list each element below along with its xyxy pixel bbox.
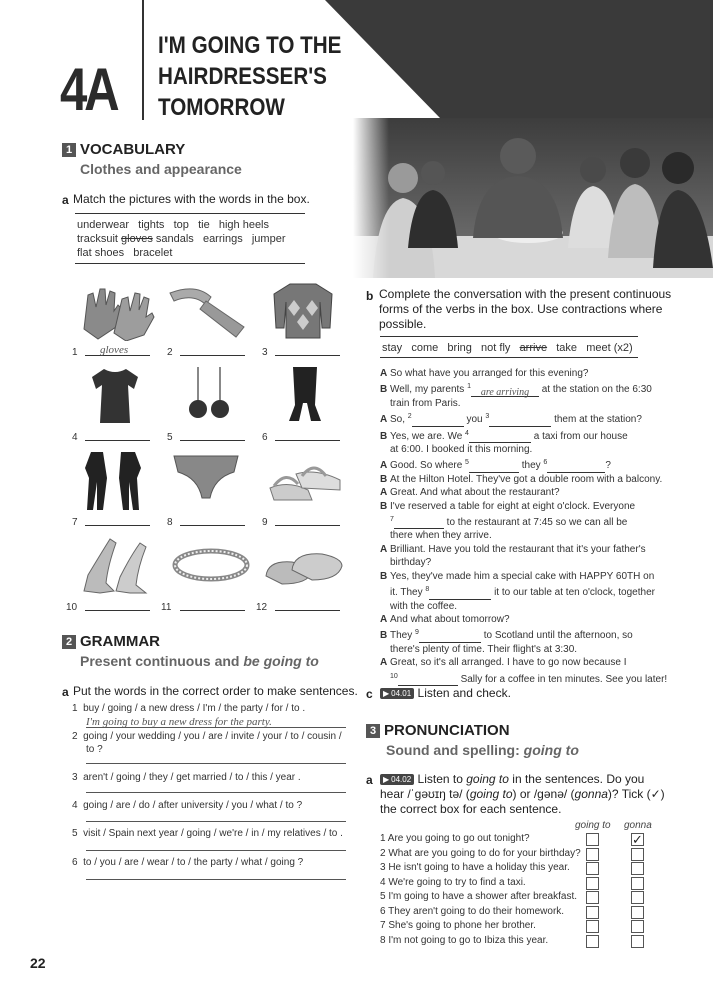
pron-item [380,935,650,950]
dialog-text: Yes, we are. We [390,430,466,442]
dialog-text: Sally for a coffee in ten minutes. See you later! [457,673,668,685]
gap-blank-1[interactable]: are arriving [471,386,539,397]
dialog-line [380,600,670,613]
convo-c-instruction [380,686,511,701]
pic-num-10: 10 [66,602,78,613]
pron-sub-em: going to [523,742,579,758]
col-gonna: gonna [624,820,652,831]
pic-num-8: 8 [167,517,173,528]
checkbox-going-to[interactable] [586,862,599,875]
convo-instruction-3: possible. [379,317,427,331]
pron-item-text: 1 Are you going to go out tonight? [380,833,530,844]
pron-inst-2a: hear /ˈɡəʊɪŋ tə/ ( [380,787,470,801]
pron-sub-text: Sound and spelling: [386,742,524,758]
word-box-line-2 [77,232,303,246]
dialog-text: Great. And what about the restaurant? [390,487,560,499]
dialog-line [380,443,670,456]
answer-blank-9[interactable] [275,515,340,526]
grammar-a-instruction: Put the words in the correct order to make sentences. [73,684,358,698]
dialog-text: at the station on the 6:30 [538,384,652,396]
speaker-label: A [380,613,388,625]
gap-number: 3 [485,413,490,421]
pron-inst-1b: in the sentences. Do you [508,772,645,786]
speaker-label: B [380,500,388,512]
dialog-text: At the Hilton Hotel. They've got a double room with a balcony. [390,473,663,485]
pron-item [380,848,650,863]
picture-sandals [268,450,343,505]
grammar-heading-text: GRAMMAR [80,633,160,650]
picture-earrings [184,365,234,425]
grammar-item-5 [72,828,343,839]
dialog-line [380,473,670,486]
dialog-text: they [518,460,544,472]
pron-item [380,920,650,935]
dialog-text: birthday? [390,557,432,569]
dialog-line [380,656,670,669]
answer-blank-6[interactable] [275,430,340,441]
checkbox-gonna[interactable] [631,935,644,948]
picture-underwear [170,452,242,502]
grammar-subheading [80,653,319,669]
grammar-item-4 [72,800,302,811]
grammar-line-2[interactable] [86,763,346,764]
pic-num-12: 12 [256,602,268,613]
dialog-text: train from Paris. [390,397,461,409]
pron-subheading [386,742,579,758]
page-number: 22 [30,955,46,971]
picture-gloves [78,283,156,341]
gap-number: 6 [543,459,548,467]
dialog-text: Well, my parents [390,384,468,396]
dialog-text: with the coffee. [390,600,458,612]
grammar-heading [62,633,160,650]
pic-num-1: 1 [72,347,78,358]
vocab-a-label: a [62,193,69,207]
dialog-text: them at the station? [551,414,642,426]
pron-item-text: 6 They aren't going to do their homework. [380,905,565,917]
gap-blank-7[interactable] [394,518,444,529]
grammar-num: 5 [72,828,78,839]
checkbox-gonna[interactable]: ✓ [632,832,643,847]
answer-1-example: gloves [100,344,129,356]
dialog-line [380,583,670,599]
gap-blank-2[interactable] [412,416,464,427]
pron-item-text: 5 I'm going to have a shower after breakfast. [380,891,578,902]
grammar-text: going / your wedding / you / are / invite / your / to / cousin / [83,731,342,742]
pron-a-label: a [366,773,373,787]
dialog-text: there when they arrive. [390,530,492,542]
speaker-label: A [380,487,388,499]
dialog-line [380,556,670,569]
convo-b-label: b [366,289,374,303]
vocab-word-box [75,213,305,264]
gap-number: 2 [407,413,412,421]
title-divider [142,0,144,120]
dialog-text: a taxi from our house [530,430,628,442]
dialog-text: to Scotland until the afternoon, so [480,630,633,642]
dialog-line [380,543,670,556]
dialog-text: there's plenty of time. Their flight's at 3:30. [390,643,578,655]
answer-blank-8[interactable] [180,515,245,526]
pron-item-text: 2 What are you going to do for your birthday? [380,847,581,859]
grammar-item-6 [72,857,303,868]
unit-number: 4A [60,56,117,123]
grammar-num: 1 [72,703,78,714]
pron-heading [366,722,510,739]
checkbox-going-to[interactable] [586,891,599,904]
gap-number: 7 [390,516,394,524]
answer-blank-12[interactable] [275,600,340,611]
grammar-text: going / are / do / after university / you / what / to ? [83,800,303,811]
convo-c-text: Listen and check. [417,686,511,700]
title-line-3: TOMORROW [158,94,285,121]
checkbox-gonna[interactable] [631,920,644,933]
dialog-text: to the restaurant at 7:45 so we can all be [443,517,628,529]
pron-item [380,862,650,877]
pron-item-text: 7 She's going to phone her brother. [380,920,536,931]
dialog-line [380,670,670,686]
page-title [158,30,341,123]
checkbox-gonna[interactable] [631,891,644,904]
checkbox-going-to[interactable] [586,848,599,861]
dialog-line [380,529,670,542]
grammar-line-4[interactable] [86,821,346,822]
vocab-heading [62,141,185,158]
col-going-to: going to [575,820,611,831]
picture-tights [285,365,325,425]
gap-number: 4 [465,429,469,437]
speaker-label: B [380,570,388,582]
answer-blank-10[interactable] [85,600,150,611]
dialog-text: And what about tomorrow? [390,613,510,625]
dialog-line [380,380,670,396]
picture-high-heels [80,535,150,595]
answer-blank-3[interactable] [275,345,340,356]
vocab-subheading: Clothes and appearance [80,161,242,177]
checkbox-going-to[interactable] [586,877,599,890]
gap-number: 5 [465,459,469,467]
pron-item-text: 8 I'm not going to go to Ibiza this year. [380,934,549,946]
pron-inst-2b: ) or /ɡənə/ ( [512,787,575,801]
pron-inst-1a: Listen to [417,772,467,786]
gap-blank-4[interactable] [469,432,531,443]
dialog-text: it to our table at ten o'clock, together [491,587,655,599]
dialog-line [380,427,670,443]
checkbox-going-to[interactable] [586,833,599,846]
word-box-example: gloves [121,233,153,245]
speaker-label: B [380,430,388,442]
grammar-a-label: a [62,685,69,699]
checkbox-gonna[interactable] [631,877,644,890]
speaker-label: B [380,630,388,642]
pron-item-text: 4 We're going to try to find a taxi. [380,876,526,888]
title-line-1: I'M GOING TO THE [158,32,342,59]
dialog-text: ? [605,460,611,472]
section-number-2: 2 [62,635,76,649]
vocab-a-instruction: Match the pictures with the words in the box. [73,192,310,206]
pron-inst-2em2: gonna [574,787,608,801]
answer-blank-2[interactable] [180,345,245,356]
dialog-line [380,486,670,499]
grammar-item-3 [72,772,301,783]
grammar-sub-text: Present continuous and [80,653,244,669]
pic-num-5: 5 [167,432,173,443]
dialog-line [380,613,670,626]
pron-list [380,833,650,949]
grammar-line-6[interactable] [86,879,346,880]
grammar-num: 6 [72,857,78,868]
pron-item [380,877,650,892]
pic-num-2: 2 [167,347,173,358]
pron-inst-2em1: going to [469,787,513,801]
pron-item [380,906,650,921]
checkbox-going-to[interactable] [586,935,599,948]
dialog-line [380,643,670,656]
dialog-text: Good. So where [390,460,466,472]
dialog-text: They [390,630,416,642]
conversation [380,367,670,686]
dialog-text: I've reserved a table for eight at eight o'clock. Everyone [390,500,636,512]
gap-number: 10 [390,672,398,680]
pic-num-9: 9 [262,517,268,528]
convo-instruction-2: forms of the verbs in the box. Use contractions where [379,302,663,316]
dialog-line [380,570,670,583]
grammar-item-1 [72,703,347,714]
checkbox-gonna[interactable] [631,906,644,919]
picture-tracksuit [83,448,143,513]
pron-inst-1em: going to [466,772,509,786]
pron-inst-2c: )? Tick (✓) [607,787,665,801]
gap-number: 9 [415,629,419,637]
grammar-num: 4 [72,800,78,811]
dialog-text: Great, so it's all arranged. I have to go now because I [390,657,627,669]
checkbox-going-to[interactable] [586,920,599,933]
gap-blank-3[interactable] [489,416,551,427]
grammar-answer-1: I'm going to buy a new dress for the party. [86,716,272,728]
speaker-label: B [380,473,388,485]
gap-blank-6[interactable] [547,462,605,473]
speaker-label: A [380,368,388,379]
answer-blank-11[interactable] [180,600,245,611]
dialog-text: at 6:00. I booked it this morning. [390,444,533,456]
picture-tie [166,283,248,341]
dialog-text: you [463,414,486,426]
grammar-text: buy / going / a new dress / I'm / the party / for / to . [83,703,306,714]
speaker-label: A [380,543,388,555]
grammar-line-5[interactable] [86,850,346,851]
dialog-text: it. They [390,587,426,599]
grammar-num: 2 [72,731,78,742]
gap-number: 1 [467,383,471,391]
word-box-line-1: underwear tights top tie high heels [77,219,270,231]
pic-num-11: 11 [161,602,172,613]
word-box-line-3: flat shoes bracelet [77,247,173,259]
answer-blank-4[interactable] [85,430,150,441]
dialog-line [380,456,670,472]
grammar-num: 3 [72,772,78,783]
pic-num-4: 4 [72,432,78,443]
dialog-line [380,500,670,513]
pic-num-3: 3 [262,347,268,358]
pic-num-7: 7 [72,517,78,528]
convo-c-label: c [366,687,373,701]
convo-instruction-1: Complete the conversation with the present continuous [379,287,672,301]
speaker-label: B [380,384,388,396]
dialog-text: So what have you arranged for this evening? [390,368,589,379]
grammar-line-1[interactable] [86,727,346,728]
dialog-text: Yes, they've made him a special cake with HAPPY 60TH on [390,570,655,582]
pron-item [380,891,650,906]
speaker-label: A [380,657,388,669]
gap-blank-9[interactable] [419,632,481,643]
picture-top [90,365,140,425]
grammar-text: aren't / going / they / get married / to / this / year . [83,772,301,783]
dialog-line [380,367,670,380]
verb-box-post: take meet (x2) [547,342,633,354]
dialog-line [380,397,670,410]
family-photo [353,118,713,278]
word-box-post: sandals earrings jumper [152,233,286,245]
audio-play-icon[interactable]: ▶ 04.02 [380,774,414,785]
answer-blank-7[interactable] [85,515,150,526]
dialog-line [380,626,670,642]
dialog-text: So, [390,414,408,426]
checkbox-going-to[interactable] [586,906,599,919]
word-box-pre: tracksuit [77,233,122,245]
convo-instruction [379,287,671,332]
picture-flat-shoes [262,540,344,590]
dialog-line [380,513,670,529]
dialog-text: Brilliant. Have you told the restaurant that it's your father's [390,543,646,555]
verb-box-example: arrive [519,342,548,354]
pron-a-instruction [380,772,665,817]
gap-blank-10[interactable] [398,675,458,686]
gap-number: 8 [425,586,430,594]
pron-item [380,833,650,848]
verb-box-pre: stay come bring not fly [382,342,520,354]
checkbox-gonna[interactable] [631,862,644,875]
speaker-label: A [380,414,388,426]
grammar-item-2 [72,731,342,742]
title-line-2: HAIRDRESSER'S [158,63,327,90]
speaker-label: A [380,460,388,472]
pic-num-6: 6 [262,432,268,443]
pron-heading-text: PRONUNCIATION [384,722,510,739]
grammar-item-2-cont: to ? [86,744,103,755]
convo-verb-box [380,336,638,358]
checkbox-gonna[interactable] [631,848,644,861]
grammar-sub-em: be going to [243,653,319,669]
vocab-heading-text: VOCABULARY [80,141,186,158]
pron-inst-3: the correct box for each sentence. [380,802,562,816]
dialog-line [380,410,670,426]
section-number-3: 3 [366,724,380,738]
pron-item-text: 3 He isn't going to have a holiday this year. [380,862,570,873]
picture-bracelet [170,540,252,590]
grammar-line-3[interactable] [86,792,346,793]
answer-blank-5[interactable] [180,430,245,441]
grammar-text: visit / Spain next year / going / we're / in / my relatives / to . [83,828,343,839]
gap-blank-8[interactable] [429,589,491,600]
gap-blank-5[interactable] [469,462,519,473]
section-number-1: 1 [62,143,76,157]
grammar-text: to / you / are / wear / to / the party / what / going ? [83,857,304,868]
picture-jumper [272,280,334,342]
audio-play-icon[interactable]: ▶ 04.01 [380,688,414,699]
